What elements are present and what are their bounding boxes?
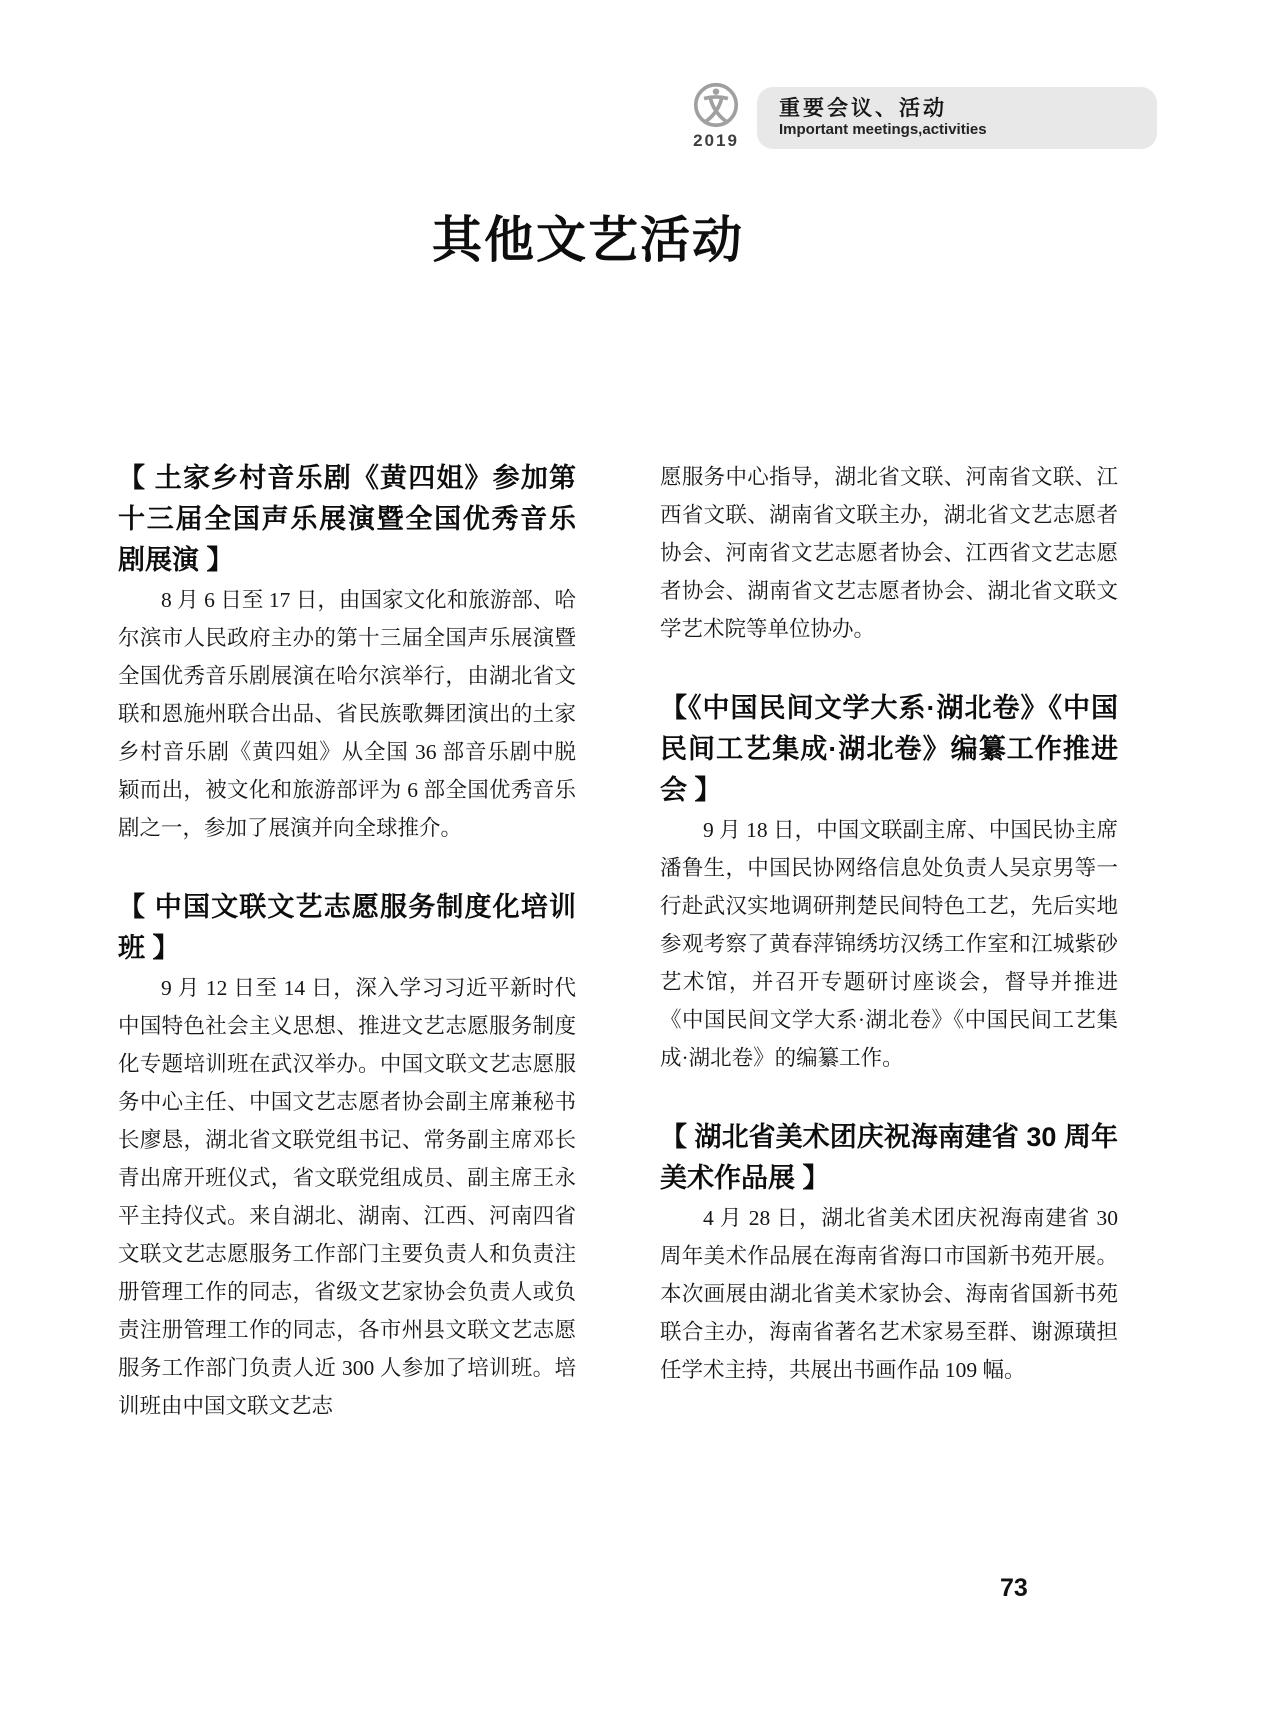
- page-number: 73: [1000, 1574, 1028, 1602]
- section-heading-huangsijie-musical: 【 土家乡村音乐剧《黄四姐》参加第十三届全国声乐展演暨全国优秀音乐剧展演 】: [118, 463, 576, 575]
- chapter-title-zh: 重要会议、活动: [779, 97, 947, 120]
- right-column: [660, 458, 1118, 1389]
- section-paragraph-hainan-art-exhibition: 4 月 28 日，湖北省美术团庆祝海南建省 30 周年美术作品展在海南省海口市国新书苑开展。本次画展由湖北省美术家协会、海南省国新书苑联合主办，海南省著名艺术家易至群、谢源璜担任学术主持，共展出书画作品 109 幅。: [660, 1206, 1118, 1382]
- section-paragraph-volunteer-training: 9 月 12 日至 14 日，深入学习习近平新时代中国特色社会主义思想、推进文艺志愿服务制度化专题培训班在武汉举办。中国文联文艺志愿服务中心主任、中国文艺志愿者协会副主席兼秘书长廖恳，湖北省文联党组书记、常务副主席邓长青出席开班仪式，省文联党组成员、副主席王永平主持仪式。来自湖北、湖南、江西、河南四省文联文艺志愿服务工作部门主要负责人和负责注册管理工作的同志，省级文艺家协会负责人或负责注册管理工作的同志，各市州县文联文艺志愿服务工作部门负责人近 300 人参加了培训班。培训班由中国文联文艺志: [118, 976, 576, 1418]
- page-title: 其他文艺活动: [432, 212, 744, 268]
- chapter-title-en: Important meetings,activities: [779, 121, 987, 138]
- logo-year: 2019: [693, 131, 739, 150]
- left-column: [118, 458, 576, 1425]
- cflac-logo-icon: [693, 82, 739, 128]
- section-heading-hainan-art-exhibition: 【 湖北省美术团庆祝海南建省 30 周年美术作品展 】: [660, 1122, 1118, 1193]
- section-heading-volunteer-training: 【 中国文联文艺志愿服务制度化培训班 】: [118, 892, 576, 963]
- section-heading-folk-literature-compilation: 【《中国民间文学大系·湖北卷》《中国民间工艺集成·湖北卷》编纂工作推进会 】: [660, 693, 1118, 805]
- chapter-badge: [757, 87, 1157, 149]
- section-paragraph-folk-literature-compilation: 9 月 18 日，中国文联副主席、中国民协主席潘鲁生，中国民协网络信息处负责人吴京男等一行赴武汉实地调研荆楚民间特色工艺，先后实地参观考察了黄春萍锦绣坊汉绣工作室和江城紫砂艺术馆，并召开专题研讨座谈会，督导并推进《中国民间文学大系·湖北卷》《中国民间工艺集成·湖北卷》的编纂工作。: [660, 818, 1118, 1070]
- section-paragraph-volunteer-training-continued: 愿服务中心指导，湖北省文联、河南省文联、江西省文联、湖南省文联主办，湖北省文艺志愿者协会、河南省文艺志愿者协会、江西省文艺志愿者协会、湖南省文艺志愿者协会、湖北省文联文学艺术院等单位协办。: [660, 465, 1118, 641]
- logo-block: [686, 82, 746, 151]
- section-paragraph-huangsijie-musical: 8 月 6 日至 17 日，由国家文化和旅游部、哈尔滨市人民政府主办的第十三届全国声乐展演暨全国优秀音乐剧展演在哈尔滨举行，由湖北省文联和恩施州联合出品、省民族歌舞团演出的土家乡村音乐剧《黄四姐》从全国 36 部音乐剧中脱颖而出，被文化和旅游部评为 6 部全国优秀音乐剧之一，参加了展演并向全球推介。: [118, 588, 576, 840]
